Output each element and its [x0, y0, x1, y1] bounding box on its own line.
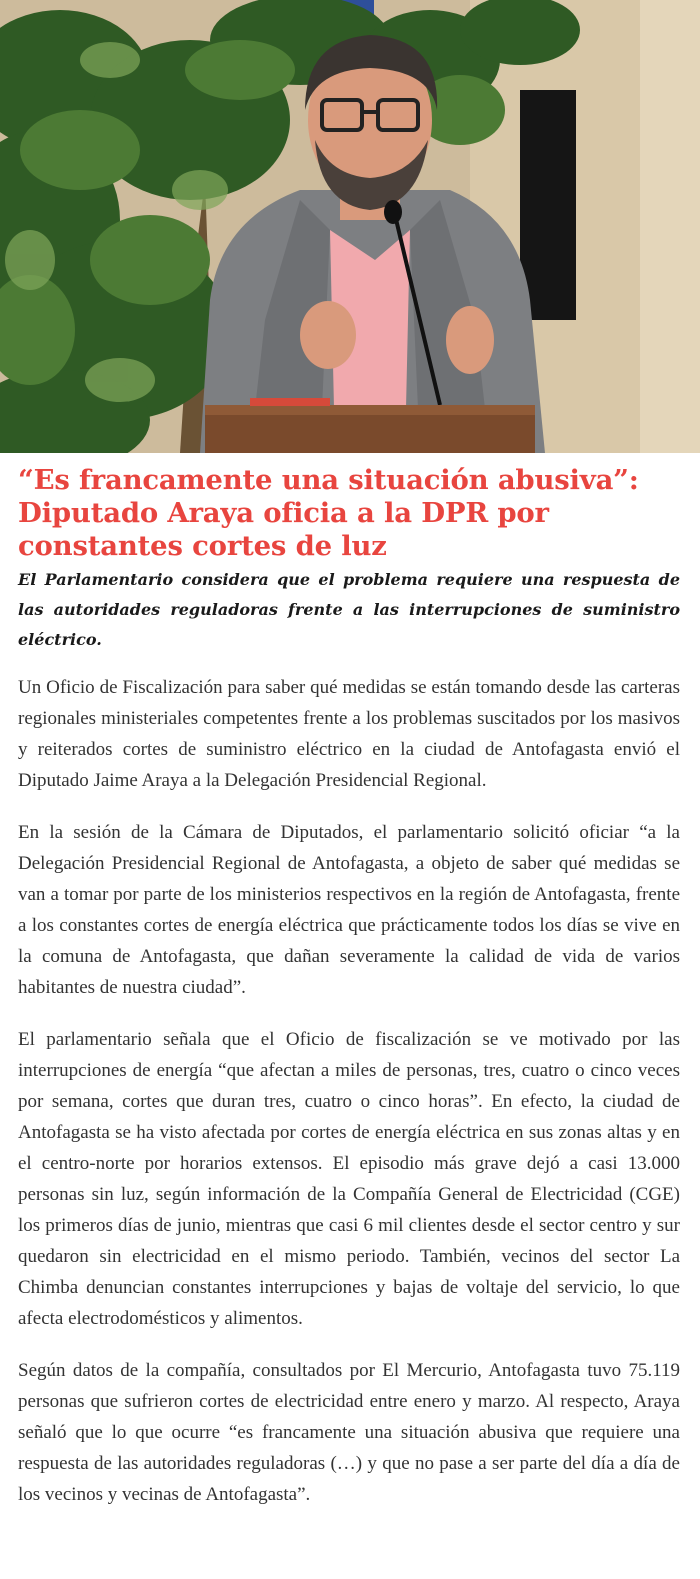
article-paragraph-3: El parlamentario señala que el Oficio de fiscalización se ve motivado por las interrupciones de energía “que afectan a miles de personas, tres, cuatro o cinco veces por semana, cortes que duran tres, cuatro o cinco horas”. En efecto, la ciudad de Antofagasta se ha visto afectada por cortes de energía eléctrica en sus zonas altas y en el centro-norte por horarios extensos. El episodio más grave dejó a casi 13.000 personas sin luz, según información de la Compañía General de Electricidad (CGE) los primeros días de junio, mientras que casi 6 mil clientes desde el sector centro y sur quedaron sin electricidad en el mismo periodo. También, vecinos del sector La Chimba denuncian constantes interrupciones y bajas de voltaje del servicio, lo que afecta electrodomésticos y alimentos.: [18, 1029, 680, 1329]
article: [18, 464, 680, 1510]
article-paragraph-1: Un Oficio de Fiscalización para saber qué medidas se están tomando desde las carteras regionales ministeriales competentes frente a los problemas suscitados por los masivos y reiterados cortes de suministro eléctrico en la ciudad de Antofagasta envió el Diputado Jaime Araya a la Delegación Presidencial Regional.: [18, 677, 680, 791]
hero-photo: [0, 0, 700, 453]
article-subheadline: El Parlamentario considera que el problema requiere una respuesta de las autoridades reguladoras frente a las interrupciones de suministro eléctrico.: [18, 570, 680, 649]
article-paragraph-2: En la sesión de la Cámara de Diputados, el parlamentario solicitó oficiar “a la Delegación Presidencial Regional de Antofagasta, a objeto de saber qué medidas se van a tomar por parte de los ministerios respectivos en la región de Antofagasta, frente a los constantes cortes de energía eléctrica que prácticamente todos los días se vive en la comuna de Antofagasta, que dañan severamente la calidad de vida de varios habitantes de nuestra ciudad”.: [18, 822, 680, 998]
speaker-at-podium-illustration: [0, 0, 700, 453]
article-headline: “Es francamente una situación abusiva”: Diputado Araya oficia a la DPR por constantes cortes de luz: [18, 464, 639, 562]
article-paragraph-4: Según datos de la compañía, consultados por El Mercurio, Antofagasta tuvo 75.119 personas que sufrieron cortes de electricidad entre enero y marzo. Al respecto, Araya señaló que lo que ocurre “es francamente una situación abusiva que requiere una respuesta de las autoridades reguladoras (…) y que no pase a ser parte del día a día de los vecinos y vecinas de Antofagasta”.: [18, 1360, 680, 1505]
